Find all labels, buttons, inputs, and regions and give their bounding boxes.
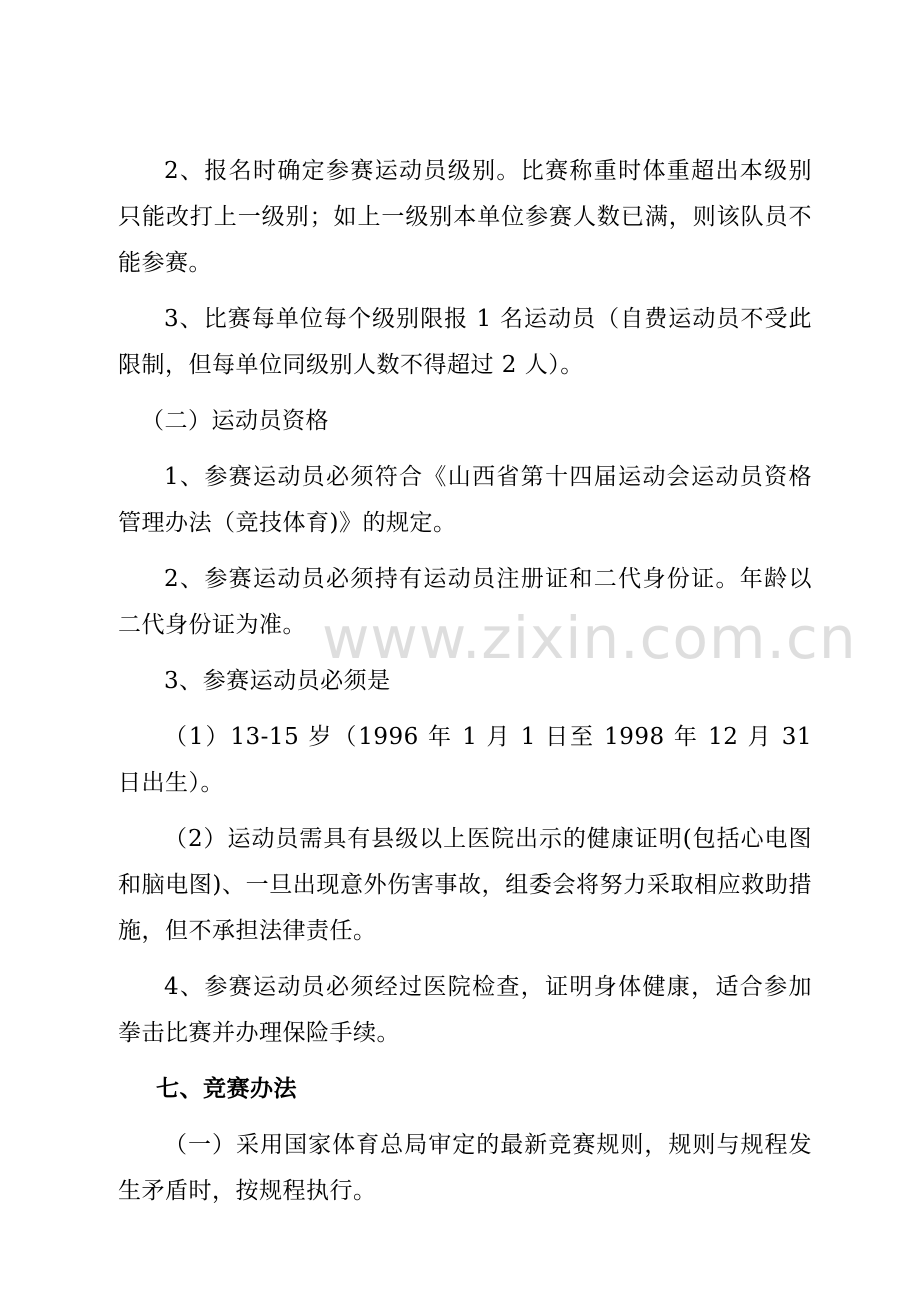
paragraph-registration-weight-class: 2、报名时确定参赛运动员级别。比赛称重时体重超出本级别只能改打上一级别；如上一级别本单位参赛人数已满，则该队员不能参赛。 xyxy=(118,158,812,276)
paragraph-competition-rules: （一）采用国家体育总局审定的最新竞赛规则，规则与规程发生矛盾时，按规程执行。 xyxy=(118,1132,812,1204)
paragraph-entry-limit: 3、比赛每单位每个级别限报 1 名运动员（自费运动员不受此限制，但每单位同级别人数不得超过 2 人）。 xyxy=(118,306,812,378)
paragraph-eligibility-rules: 1、参赛运动员必须符合《山西省第十四届运动会运动员资格管理办法（竞技体育)》的规定。 xyxy=(118,464,812,536)
paragraph-age-requirement: （1）13-15 岁（1996 年 1 月 1 日至 1998 年 12 月 31 日出生）。 xyxy=(118,724,812,796)
watermark: www.zixin.com.cn xyxy=(322,604,857,672)
document-body xyxy=(118,148,812,1224)
paragraph-registration-id: 2、参赛运动员必须持有运动员注册证和二代身份证。年龄以二代身份证为准。 xyxy=(118,566,812,638)
section-heading-competition-method: 七、竞赛办法 xyxy=(155,1075,297,1102)
paragraph-medical-check: 4、参赛运动员必须经过医院检查，证明身体健康，适合参加拳击比赛并办理保险手续。 xyxy=(118,974,812,1046)
paragraph-athlete-requirements: 3、参赛运动员必须是 xyxy=(164,668,391,694)
heading-athlete-eligibility: （二）运动员资格 xyxy=(141,408,329,434)
paragraph-health-certificate: （2）运动员需具有县级以上医院出示的健康证明(包括心电图和脑电图)、一旦出现意外伤害事故，组委会将努力采取相应救助措施，但不承担法律责任。 xyxy=(118,826,812,944)
